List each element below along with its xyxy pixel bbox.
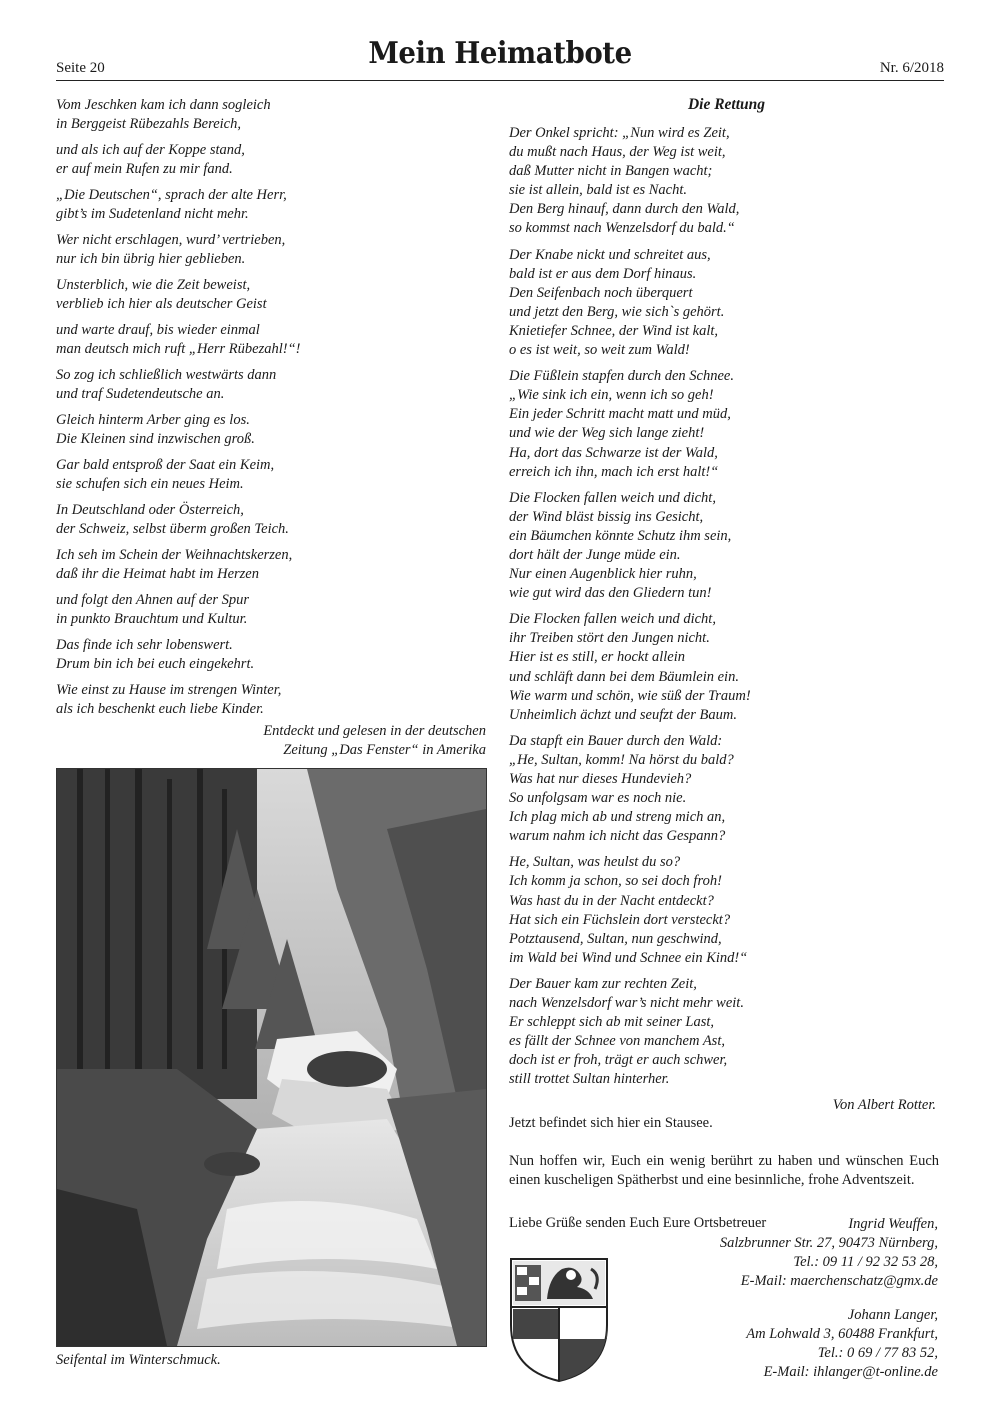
poem-line: ihr Treiben stört den Jungen nicht. xyxy=(509,630,710,647)
poem-line: Den Berg hinauf, dann durch den Wald, xyxy=(509,201,740,218)
header-rule xyxy=(56,80,944,81)
source-line: Entdeckt und gelesen in der deutschen xyxy=(263,723,486,739)
poem-line: sie ist allein, bald ist es Nacht. xyxy=(509,182,688,199)
poem-line: In Deutschland oder Österreich, xyxy=(56,502,244,518)
poem-line: es fällt der Schnee von manchem Ast, xyxy=(509,1033,725,1050)
poem-line: du mußt nach Haus, der Weg ist weit, xyxy=(509,144,726,161)
poem-stanza xyxy=(56,186,486,224)
poem-line: Die Kleinen sind inzwischen groß. xyxy=(56,431,255,447)
poem-stanza xyxy=(56,411,486,449)
poem-line: Vom Jeschken kam ich dann sogleich xyxy=(56,97,271,113)
poem-line: Er schleppt sich ab mit seiner Last, xyxy=(509,1014,715,1031)
poem-stanza xyxy=(509,489,944,604)
poem-line: verblieb ich hier als deutscher Geist xyxy=(56,296,267,312)
photo-caption: Seifental im Winterschmuck. xyxy=(56,1352,221,1368)
poem-line: So unfolgsam war es noch nie. xyxy=(509,790,687,807)
poem-line: So zog ich schließlich westwärts dann xyxy=(56,367,277,383)
poem-line: Gar bald entsproß der Saat ein Keim, xyxy=(56,457,275,473)
poem-line: Unsterblich, wie die Zeit beweist, xyxy=(56,277,251,293)
poem-line: warum nahm ich nicht das Gespann? xyxy=(509,828,726,845)
poem-line: Ha, dort das Schwarze ist der Wald, xyxy=(509,444,718,461)
poem-line: sie schufen sich ein neues Heim. xyxy=(56,476,244,492)
waterfall-photo xyxy=(56,768,487,1347)
coat-of-arms-icon xyxy=(507,1255,611,1385)
poem-line: Hier ist es still, er hockt allein xyxy=(509,649,685,666)
poem-line: so kommst nach Wenzelsdorf du bald.“ xyxy=(509,220,735,237)
poem-author: Von Albert Rotter. xyxy=(832,1096,936,1113)
poem-line: und schläft dann bei dem Bäumlein ein. xyxy=(509,668,739,685)
poem-line: und jetzt den Berg, wie sich`s gehört. xyxy=(509,303,725,320)
poem-line: er auf mein Rufen zu mir fand. xyxy=(56,161,233,177)
poem-line: Das finde ich sehr lobenswert. xyxy=(56,637,233,653)
poem-line: Ich plag mich ab und streng mich an, xyxy=(509,809,726,826)
poem-line: „He, Sultan, komm! Na hörst du bald? xyxy=(509,751,734,768)
greeting-text: Liebe Grüße senden Euch Eure Ortsbetreuer xyxy=(509,1215,767,1231)
poem-source xyxy=(56,722,486,760)
poem-stanza xyxy=(56,591,486,629)
poem-line: Knietiefer Schnee, der Wind ist kalt, xyxy=(509,322,718,339)
poem-stanza xyxy=(56,366,486,404)
poem-line: Der Knabe nickt und schreitet aus, xyxy=(509,246,711,263)
poem-line: Ein jeder Schritt macht matt und müd, xyxy=(509,406,731,423)
poem-stanza xyxy=(56,231,486,269)
poem-line: o es ist weit, so weit zum Wald! xyxy=(509,342,690,359)
poem-stanza xyxy=(56,321,486,359)
poem-line: Drum bin ich bei euch eingekehrt. xyxy=(56,656,255,672)
poem-stanza xyxy=(509,732,944,847)
contact-name: Ingrid Weuffen, xyxy=(848,1216,938,1232)
poem-line: Ich komm ja schon, so sei doch froh! xyxy=(509,873,722,890)
prose-paragraph: Jetzt befindet sich hier ein Stausee. xyxy=(509,1115,713,1131)
masthead-title: Mein Heimatbote xyxy=(368,36,632,71)
poem-line: Der Onkel spricht: „Nun wird es Zeit, xyxy=(509,125,730,141)
page-number: Seite 20 xyxy=(56,60,105,76)
poem-stanza xyxy=(56,501,486,539)
poem-stanza xyxy=(509,610,944,725)
issue-number: Nr. 6/2018 xyxy=(879,60,944,76)
poem-line: Der Bauer kam zur rechten Zeit, xyxy=(509,975,697,992)
contact-address: Salzbrunner Str. 27, 90473 Nürnberg, xyxy=(719,1235,938,1251)
forest-stream-image xyxy=(57,769,486,1346)
left-poem xyxy=(56,96,486,760)
poem-stanza xyxy=(509,367,944,482)
poem-line: Die Füßlein stapfen durch den Schnee. xyxy=(509,368,734,385)
poem-line: der Schweiz, selbst überm großen Teich. xyxy=(56,521,289,537)
poem-line: erreich ich ihn, mach ich erst halt!“ xyxy=(509,463,719,480)
poem-stanza xyxy=(509,975,944,1090)
poem-line: Unheimlich ächzt und seufzt der Baum. xyxy=(509,706,737,723)
poem-line: Was hat nur dieses Hundevieh? xyxy=(509,771,692,787)
poem-line: Gleich hinterm Arber ging es los. xyxy=(56,412,250,428)
poem-line: und wie der Weg sich lange zieht! xyxy=(509,425,705,442)
poem-line: Wie einst zu Hause im strengen Winter, xyxy=(56,682,282,698)
contact-name: Johann Langer, xyxy=(847,1307,938,1323)
poem-stanza xyxy=(56,681,486,719)
poem-line: Die Flocken fallen weich und dicht, xyxy=(509,611,716,628)
poem-stanza xyxy=(56,546,486,584)
poem-line: man deutsch mich ruft „Herr Rübezahl!“! xyxy=(56,341,301,357)
contact-email: E-Mail: ihlanger@t-online.de xyxy=(763,1364,938,1380)
poem-line: Den Seifenbach noch überquert xyxy=(509,284,693,301)
poem-line: Hat sich ein Füchslein dort versteckt? xyxy=(509,911,731,928)
poem-line: nach Wenzelsdorf war’s nicht mehr weit. xyxy=(509,995,744,1012)
poem-line: Die Flocken fallen weich und dicht, xyxy=(509,489,716,506)
poem-line: wie gut wird das den Gliedern tun! xyxy=(509,585,712,602)
poem-line: Was hast du in der Nacht entdeckt? xyxy=(509,892,714,909)
source-line: Zeitung „Das Fenster“ in Amerika xyxy=(283,742,486,758)
prose-paragraph: Nun hoffen wir, Euch ein wenig berührt zu haben und wünschen Euch einen kuscheligen Spätherbst und eine besinnliche, frohe Adventszeit. xyxy=(509,1153,939,1188)
poem-line: als ich beschenkt euch liebe Kinder. xyxy=(56,701,264,717)
poem-stanza xyxy=(56,96,486,134)
poem-line: der Wind bläst bissig ins Gesicht, xyxy=(509,508,704,525)
contact-address: Am Lohwald 3, 60488 Frankfurt, xyxy=(746,1326,938,1342)
poem-line: dort hält der Junge müde ein. xyxy=(509,546,681,563)
poem-line: Nur einen Augenblick hier ruhn, xyxy=(509,566,697,583)
contact-phone: Tel.: 0 69 / 77 83 52, xyxy=(817,1345,938,1361)
right-poem xyxy=(509,96,944,1114)
poem-line: He, Sultan, was heulst du so? xyxy=(509,854,681,871)
poem-line: im Wald bei Wind und Schnee ein Kind!“ xyxy=(509,949,748,966)
poem-line: bald ist er aus dem Dorf hinaus. xyxy=(509,265,697,282)
poem-title: Die Rettung xyxy=(687,96,766,113)
poem-line: nur ich bin übrig hier geblieben. xyxy=(56,251,246,267)
poem-line: und warte drauf, bis wieder einmal xyxy=(56,322,260,338)
poem-line: in Berggeist Rübezahls Bereich, xyxy=(56,116,241,132)
poem-line: in punkto Brauchtum und Kultur. xyxy=(56,611,248,627)
poem-line: und als ich auf der Koppe stand, xyxy=(56,142,245,158)
poem-line: „Die Deutschen“, sprach der alte Herr, xyxy=(56,187,287,203)
poem-line: daß Mutter nicht in Bangen wacht; xyxy=(509,163,713,180)
poem-stanza xyxy=(56,456,486,494)
poem-stanza xyxy=(509,124,944,239)
poem-stanza xyxy=(509,246,944,361)
poem-line: Potztausend, Sultan, nun geschwind, xyxy=(509,930,722,947)
contact-phone: Tel.: 09 11 / 92 32 53 28, xyxy=(793,1254,938,1270)
poem-line: Wer nicht erschlagen, wurd’ vertrieben, xyxy=(56,232,286,248)
poem-line: doch ist er froh, trägt er auch schwer, xyxy=(509,1052,728,1069)
poem-line: Da stapft ein Bauer durch den Wald: xyxy=(509,732,723,749)
poem-line: und traf Sudetendeutsche an. xyxy=(56,386,225,402)
poem-line: und folgt den Ahnen auf der Spur xyxy=(56,592,250,608)
contact-email: E-Mail: maerchenschatz@gmx.de xyxy=(740,1273,938,1289)
poem-stanza xyxy=(56,276,486,314)
poem-stanza xyxy=(56,141,486,179)
poem-line: gibt’s im Sudetenland nicht mehr. xyxy=(56,206,249,222)
poem-stanza xyxy=(509,853,944,968)
poem-line: „Wie sink ich ein, wenn ich so geh! xyxy=(509,387,714,404)
poem-line: daß ihr die Heimat habt im Herzen xyxy=(56,566,259,582)
poem-line: Wie warm und schön, wie süß der Traum! xyxy=(509,687,751,704)
page-header xyxy=(56,30,944,80)
poem-line: ein Bäumchen könnte Schutz ihm sein, xyxy=(509,527,732,544)
poem-line: still trottet Sultan hinterher. xyxy=(509,1071,670,1088)
poem-line: Ich seh im Schein der Weihnachtskerzen, xyxy=(56,547,293,563)
poem-stanza xyxy=(56,636,486,674)
contact-block xyxy=(578,1215,938,1382)
